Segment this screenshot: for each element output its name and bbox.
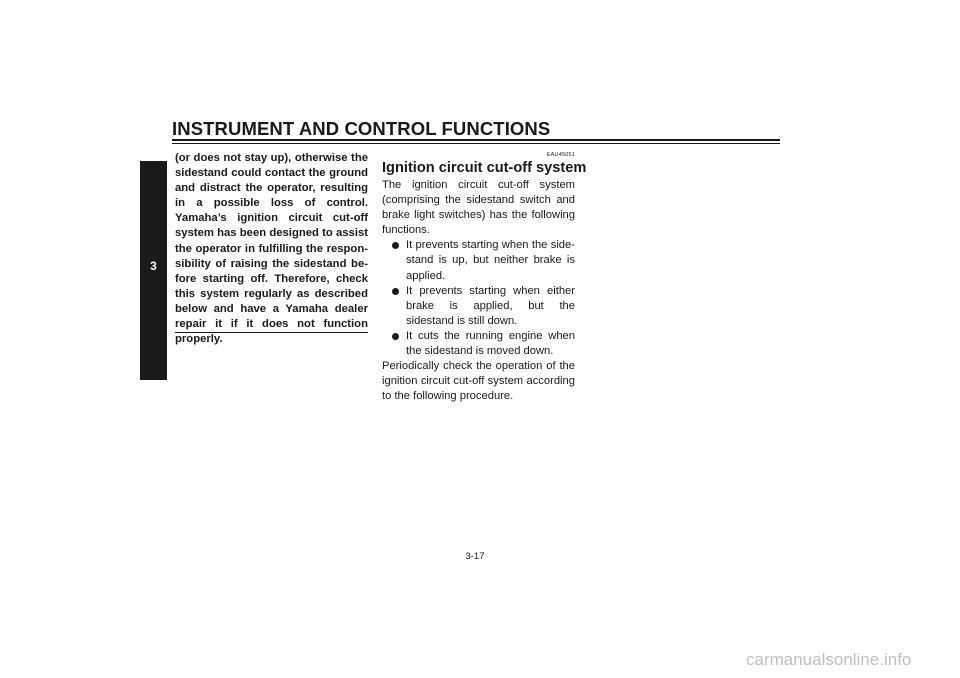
bullet-icon: [392, 333, 399, 340]
header-rule-thin: [172, 143, 780, 144]
function-list: [382, 238, 575, 359]
list-item: [382, 238, 575, 283]
bullet-icon: [392, 242, 399, 249]
chapter-number: 3: [150, 259, 157, 273]
list-item: [382, 284, 575, 329]
list-item: [382, 329, 575, 359]
list-item-text: It prevents starting when the sidestand is up, but neither brake is applied.: [406, 239, 575, 282]
bullet-icon: [392, 288, 399, 295]
page-title: INSTRUMENT AND CONTROL FUNCTIONS: [172, 118, 551, 139]
list-item-text: It prevents starting when either brake is applied, but the sidestand is still down.: [406, 284, 575, 327]
warning-continuation-text: (or does not stay up), otherwise the sidestand could contact the ground and distract the operator, resulting in a possible loss of control. Yamaha’s ignition circuit cut-off system has been designed to assist the operator in fulfilling the responsibility of raising the sidestand before starting off. Therefore, check this system regularly as described below and have a Yamaha dealer repair it if it does not function properly.: [175, 152, 368, 346]
section-heading: Ignition circuit cut-off system: [382, 160, 587, 176]
section-intro: The ignition circuit cut-off system (comprising the sidestand switch and brake light switches) has the following functions.: [382, 179, 575, 237]
section-code: EAU45051: [546, 152, 575, 158]
watermark: carmanualsonline.info: [746, 650, 912, 669]
section-outro: Periodically check the operation of the ignition circuit cut-off system according to the following procedure.: [382, 360, 575, 403]
warning-end-rule: [175, 332, 368, 333]
ignition-cutoff-section: [382, 152, 587, 404]
page-number: 3-17: [465, 551, 485, 562]
header-rule-thick: [172, 139, 780, 141]
list-item-text: It cuts the running engine when the sidestand is moved down.: [406, 329, 575, 358]
